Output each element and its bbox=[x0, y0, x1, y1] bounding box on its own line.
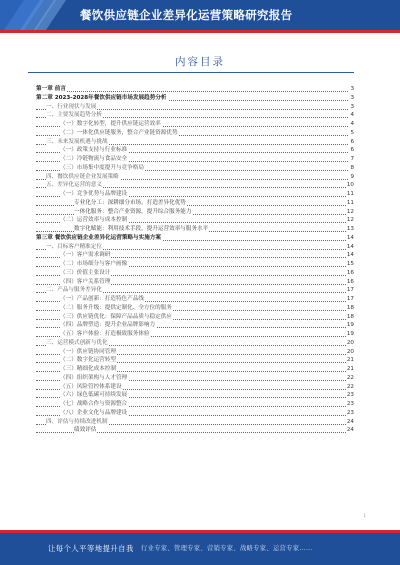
toc-entry[interactable] bbox=[36, 365, 354, 374]
toc-entry-page: 18 bbox=[346, 304, 354, 311]
toc-entry-page: 18 bbox=[346, 313, 354, 320]
toc-heading: 内容目录 bbox=[175, 56, 225, 68]
toc-entry-page: 16 bbox=[346, 278, 354, 285]
toc-entry[interactable] bbox=[36, 111, 354, 120]
toc-heading-divider bbox=[28, 72, 354, 73]
toc-entry[interactable] bbox=[36, 418, 354, 427]
header-accent-line bbox=[0, 30, 400, 33]
toc-entry[interactable] bbox=[36, 304, 354, 313]
toc-entry-page: 22 bbox=[346, 374, 354, 381]
toc-entry-title: 一、行业现状与发展 bbox=[46, 103, 97, 110]
toc-entry[interactable] bbox=[36, 313, 354, 322]
toc-entry-title: 第三章 餐饮供应链企业差异化运营策略与实施方案 bbox=[36, 234, 162, 241]
toc-entry-page: 3 bbox=[350, 94, 354, 101]
toc-entry[interactable] bbox=[36, 199, 354, 208]
toc-entry-title: （二）服务升级：提供定制化、全方位的服务 bbox=[60, 304, 172, 311]
toc-entry-page: 19 bbox=[346, 322, 354, 329]
toc-entry-title: 三、运营模式创新与优化 bbox=[46, 339, 108, 346]
header-decoration bbox=[0, 0, 72, 30]
toc-entry-page: 20 bbox=[346, 348, 354, 355]
toc-entry-title: （一）产品创新：打造特色产品线 bbox=[60, 296, 144, 302]
toc-entry-title: （一）竞争优势与品牌建设 bbox=[60, 191, 128, 197]
toc-entry-page: 6 bbox=[350, 138, 354, 145]
toc-entry[interactable] bbox=[36, 330, 354, 339]
toc-entry[interactable] bbox=[36, 295, 354, 304]
toc-entry-page: 23 bbox=[346, 392, 354, 399]
toc-entry-page: 3 bbox=[350, 86, 354, 92]
toc-entry[interactable] bbox=[36, 181, 354, 190]
toc-entry[interactable] bbox=[36, 348, 354, 357]
toc-entry-page: 11 bbox=[346, 199, 354, 206]
toc-entry[interactable] bbox=[36, 120, 354, 129]
toc-entry-title: （三）精细化成本控制 bbox=[60, 366, 116, 372]
toc-entry[interactable] bbox=[36, 208, 354, 217]
toc-entry[interactable] bbox=[36, 103, 354, 112]
toc-entry-title: （三）市场集中度提升与竞争格局 bbox=[60, 164, 144, 171]
toc-entry-title: （五）风险管控体系建设 bbox=[60, 383, 122, 390]
toc-entry-title: （五）客户体验：打造极致服务体验 bbox=[60, 331, 150, 337]
toc-entry[interactable] bbox=[36, 383, 354, 392]
toc-entry[interactable] bbox=[36, 321, 354, 330]
toc-entry[interactable] bbox=[36, 164, 354, 173]
toc-entry[interactable] bbox=[36, 234, 354, 243]
toc-entry[interactable] bbox=[36, 173, 354, 182]
toc-entry-title: 绩效评估 bbox=[74, 427, 97, 434]
toc-entry-page: 14 bbox=[346, 234, 354, 241]
toc-entry-title: （二）市场细分与客户画像 bbox=[60, 261, 128, 267]
toc-entry-page: 11 bbox=[346, 191, 354, 197]
toc-entry[interactable] bbox=[36, 278, 354, 287]
toc-entry[interactable] bbox=[36, 155, 354, 164]
toc-entry-title: 五、差异化运营的意义 bbox=[46, 182, 102, 189]
toc-entry-title: （一）客户需求调研 bbox=[60, 252, 111, 259]
toc-entry-page: 20 bbox=[346, 339, 354, 346]
footer-slogan: 让每个人平等地提升自我 bbox=[48, 544, 134, 553]
toc-entry-title: （六）绿色低碳可持续发展 bbox=[60, 392, 128, 399]
page-header bbox=[0, 0, 400, 30]
toc-entry[interactable] bbox=[36, 146, 354, 155]
toc-entry[interactable] bbox=[36, 190, 354, 199]
toc-entry-title: 一、目标客户精准定位 bbox=[46, 243, 102, 250]
toc-entry-title: （四）品牌塑造：提升企业品牌影响力 bbox=[60, 322, 156, 329]
toc-entry[interactable] bbox=[36, 138, 354, 147]
toc-entry[interactable] bbox=[36, 94, 354, 103]
toc-entry[interactable] bbox=[36, 216, 354, 225]
toc-entry-title: 三、未来发展机遇与挑战 bbox=[46, 138, 108, 145]
toc-entry-title: （二）运营效率与成本控制 bbox=[60, 217, 128, 224]
toc-entry-page: 24 bbox=[346, 427, 354, 434]
toc-entry[interactable] bbox=[36, 374, 354, 383]
toc-entry-page: 4 bbox=[350, 112, 354, 119]
toc-entry-title: （三）价值主张设计 bbox=[60, 269, 111, 276]
toc-entry[interactable] bbox=[36, 251, 354, 260]
toc-entry-page: 10 bbox=[346, 182, 354, 189]
toc-entry[interactable] bbox=[36, 243, 354, 252]
toc-entry-page: 23 bbox=[346, 401, 354, 407]
toc-entry-title: （七）战略合作与资源整合 bbox=[60, 401, 128, 407]
toc-entry[interactable] bbox=[36, 400, 354, 409]
toc-entry-title: （一）数字化转型，提升供应链运营效率 bbox=[60, 121, 161, 127]
toc-entry-title: （一）政策支持与行业标准 bbox=[60, 147, 128, 154]
report-title: 餐饮供应链企业差异化运营策略研究报告 bbox=[80, 8, 293, 22]
toc-entry-page: 23 bbox=[346, 409, 354, 416]
toc-entry-title: （一）供应链协同管理 bbox=[60, 348, 116, 355]
toc-entry[interactable] bbox=[36, 260, 354, 269]
toc-entry-title: 数字化赋能：利用技术手段，提升运营效率与服务水平 bbox=[74, 226, 209, 232]
toc-entry-page: 15 bbox=[346, 261, 354, 267]
toc-entry-page: 14 bbox=[346, 252, 354, 259]
table-of-contents bbox=[36, 85, 354, 435]
toc-entry-title: （三）供应链优化：保障产品品质与稳定供应 bbox=[60, 313, 172, 320]
toc-entry[interactable] bbox=[36, 356, 354, 365]
toc-entry-title: 四、评估与持续改进机制 bbox=[46, 418, 108, 425]
toc-entry-page: 16 bbox=[346, 269, 354, 276]
toc-entry-title: 一体化服务：整合产业资源，提升综合服务能力 bbox=[74, 208, 192, 215]
toc-entry-page: 14 bbox=[346, 243, 354, 250]
toc-entry-title: 第一章 前言 bbox=[36, 86, 66, 92]
toc-entry-title: （二）一体化供应链服务，整合产业链资源优势 bbox=[60, 129, 178, 136]
toc-entry-page: 12 bbox=[346, 208, 354, 215]
toc-entry-page: 19 bbox=[346, 331, 354, 337]
toc-entry-page: 3 bbox=[350, 103, 354, 110]
toc-entry[interactable] bbox=[36, 409, 354, 418]
toc-entry-page: 9 bbox=[350, 173, 354, 180]
toc-entry-title: 二、产品与服务差异化 bbox=[46, 287, 102, 294]
toc-entry-page: 22 bbox=[346, 383, 354, 390]
toc-entry-page: 17 bbox=[346, 287, 354, 294]
toc-entry-page: 5 bbox=[350, 129, 354, 136]
toc-entry[interactable] bbox=[36, 391, 354, 400]
toc-entry[interactable] bbox=[36, 286, 354, 295]
toc-entry-title: （二）数字化运营转型 bbox=[60, 357, 116, 364]
page-footer bbox=[0, 533, 400, 565]
page-number: 1 bbox=[363, 513, 366, 518]
toc-entry-page: 4 bbox=[350, 121, 354, 127]
toc-entry-title: （四）组织架构与人才管理 bbox=[60, 374, 128, 381]
toc-entry[interactable] bbox=[36, 339, 354, 348]
toc-entry-title: 第二章 2023-2028年餐饮供应链市场发展趋势分析 bbox=[36, 94, 167, 101]
toc-entry-page: 13 bbox=[346, 226, 354, 232]
toc-entry-page: 12 bbox=[346, 217, 354, 224]
footer-tags: 行业专家、管理专家、营销专家、战略专家、运营专家…… bbox=[141, 545, 313, 552]
toc-entry-page: 21 bbox=[346, 357, 354, 364]
toc-entry[interactable] bbox=[36, 225, 354, 234]
toc-leader-dots bbox=[36, 91, 348, 92]
toc-entry-title: （二）冷链物流与食品安全 bbox=[60, 156, 128, 162]
toc-entry[interactable] bbox=[36, 129, 354, 138]
toc-entry-title: 专业化分工：深耕细分市场，打造差异化优势 bbox=[74, 199, 186, 206]
toc-entry-page: 6 bbox=[350, 147, 354, 154]
toc-entry-page: 8 bbox=[350, 164, 354, 171]
toc-entry[interactable] bbox=[36, 85, 354, 94]
toc-entry-page: 21 bbox=[346, 366, 354, 372]
toc-entry-title: （四）客户关系管理 bbox=[60, 278, 111, 285]
toc-entry-page: 7 bbox=[350, 156, 354, 162]
toc-entry-page: 17 bbox=[346, 296, 354, 302]
toc-entry[interactable] bbox=[36, 426, 354, 435]
toc-entry[interactable] bbox=[36, 269, 354, 278]
toc-entry-title: （八）企业文化与品牌建设 bbox=[60, 409, 128, 416]
toc-entry-title: 四、餐饮供应链企业发展策略 bbox=[46, 173, 119, 180]
toc-entry-title: 二、主要发展趋势分析 bbox=[46, 112, 102, 119]
toc-entry-page: 24 bbox=[346, 418, 354, 425]
